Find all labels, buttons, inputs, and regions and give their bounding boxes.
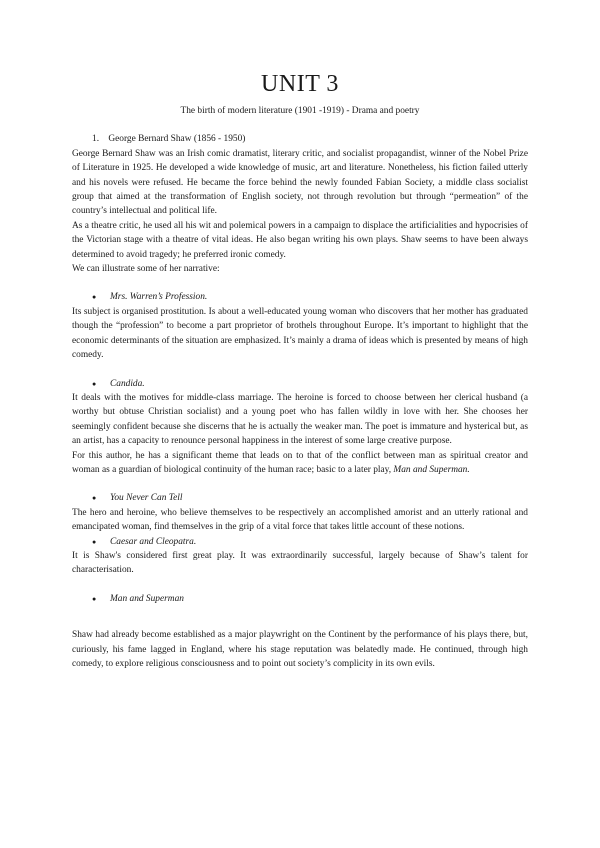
- section-heading: [92, 132, 528, 146]
- bullet-icon: ●: [92, 594, 97, 603]
- section-number: 1.: [92, 134, 100, 145]
- work-title: Mrs. Warren’s Profession.: [110, 292, 208, 303]
- paragraph-critic: As a theatre critic, he used all his wit and polemical powers in a campaign to displace the artificialities and hypocrisies of the Victorian stage with a theatre of vital ideas. He also began writing his own plays. Shaw seems to have been always determined to avoid tragedy; he preferred ironic comedy.: [72, 220, 528, 260]
- work-description: It deals with the motives for middle-class marriage. The heroine is forced to choose between her clerical husband (a worthy but obtuse Christian socialist) and a young poet who has fallen wildly in love with her. She chooses her seemingly confident because she discerns that he is actually the weaker man. The poet is immature and hysterical but, as an artist, has a capacity to renounce personal happiness in the interest of some large creative purpose.: [72, 392, 528, 447]
- bullet-icon: ●: [92, 293, 97, 302]
- work-title: Candida.: [110, 378, 145, 389]
- work-heading: [92, 592, 528, 606]
- bullet-icon: ●: [92, 379, 97, 388]
- work-heading: [92, 290, 528, 304]
- work-title: Man and Superman: [110, 593, 184, 604]
- work-description: Shaw had already become established as a major playwright on the Continent by the performance of his plays there, but, curiously, his fame lagged in England, where his stage reputation was belatedly made. He continued, through high comedy, to explore religious consciousness and to point out society’s complicity in its own evils.: [72, 630, 528, 669]
- work-heading: [92, 377, 528, 391]
- page-subtitle: The birth of modern literature (1901 -1919) - Drama and poetry: [180, 106, 420, 116]
- work-description: The hero and heroine, who believe themselves to be respectively an accomplished amorist and an utterly rational and emancipated woman, find themselves in the grip of a vital force that takes little account of these notions.: [72, 507, 528, 533]
- theme-play-title: Man and Superman.: [393, 464, 470, 475]
- work-description: Its subject is organised prostitution. Is about a well-educated young woman who discovers that her mother has graduated though the “profession” to become a part proprietor of brothels throughout Europe. It’s important to highlight that the economic determinants of the situation are emphasized. It’s mainly a drama of ideas which is presented by means of high comedy.: [72, 306, 528, 361]
- section-heading-text: George Bernard Shaw (1856 - 1950): [108, 134, 246, 145]
- paragraph-illustrate: We can illustrate some of her narrative:: [72, 264, 220, 275]
- work-title: Caesar and Cleopatra.: [110, 536, 197, 547]
- work-description: It is Shaw's considered first great play. It was extraordinarily successful, largely because of Shaw’s talent for characterisation.: [72, 550, 528, 576]
- theme-text: For this author, he has a significant theme that leads on to that of the conflict between man as spiritual creator and woman as a guardian of biological continuity of the human race; basic to a later play,: [72, 450, 528, 475]
- paragraph-intro: George Bernard Shaw was an Irish comic dramatist, literary critic, and socialist propagandist, winner of the Nobel Prize of Literature in 1925. He developed a wide knowledge of music, art and literature. Nonetheless, his fiction failed utterly and his novels were refused. He became the force behind the newly founded Fabian Society, a middle class socialist group that aimed at the transformation of English society, not through revolution but through “permeation” of the country’s intellectual and political life.: [72, 148, 528, 217]
- bullet-icon: ●: [92, 494, 97, 503]
- work-heading: [92, 535, 528, 549]
- paragraph-theme: [72, 449, 528, 478]
- work-heading: [92, 491, 528, 505]
- bullet-icon: ●: [92, 537, 97, 546]
- page-title: UNIT 3: [261, 71, 339, 97]
- work-title: You Never Can Tell: [110, 493, 183, 504]
